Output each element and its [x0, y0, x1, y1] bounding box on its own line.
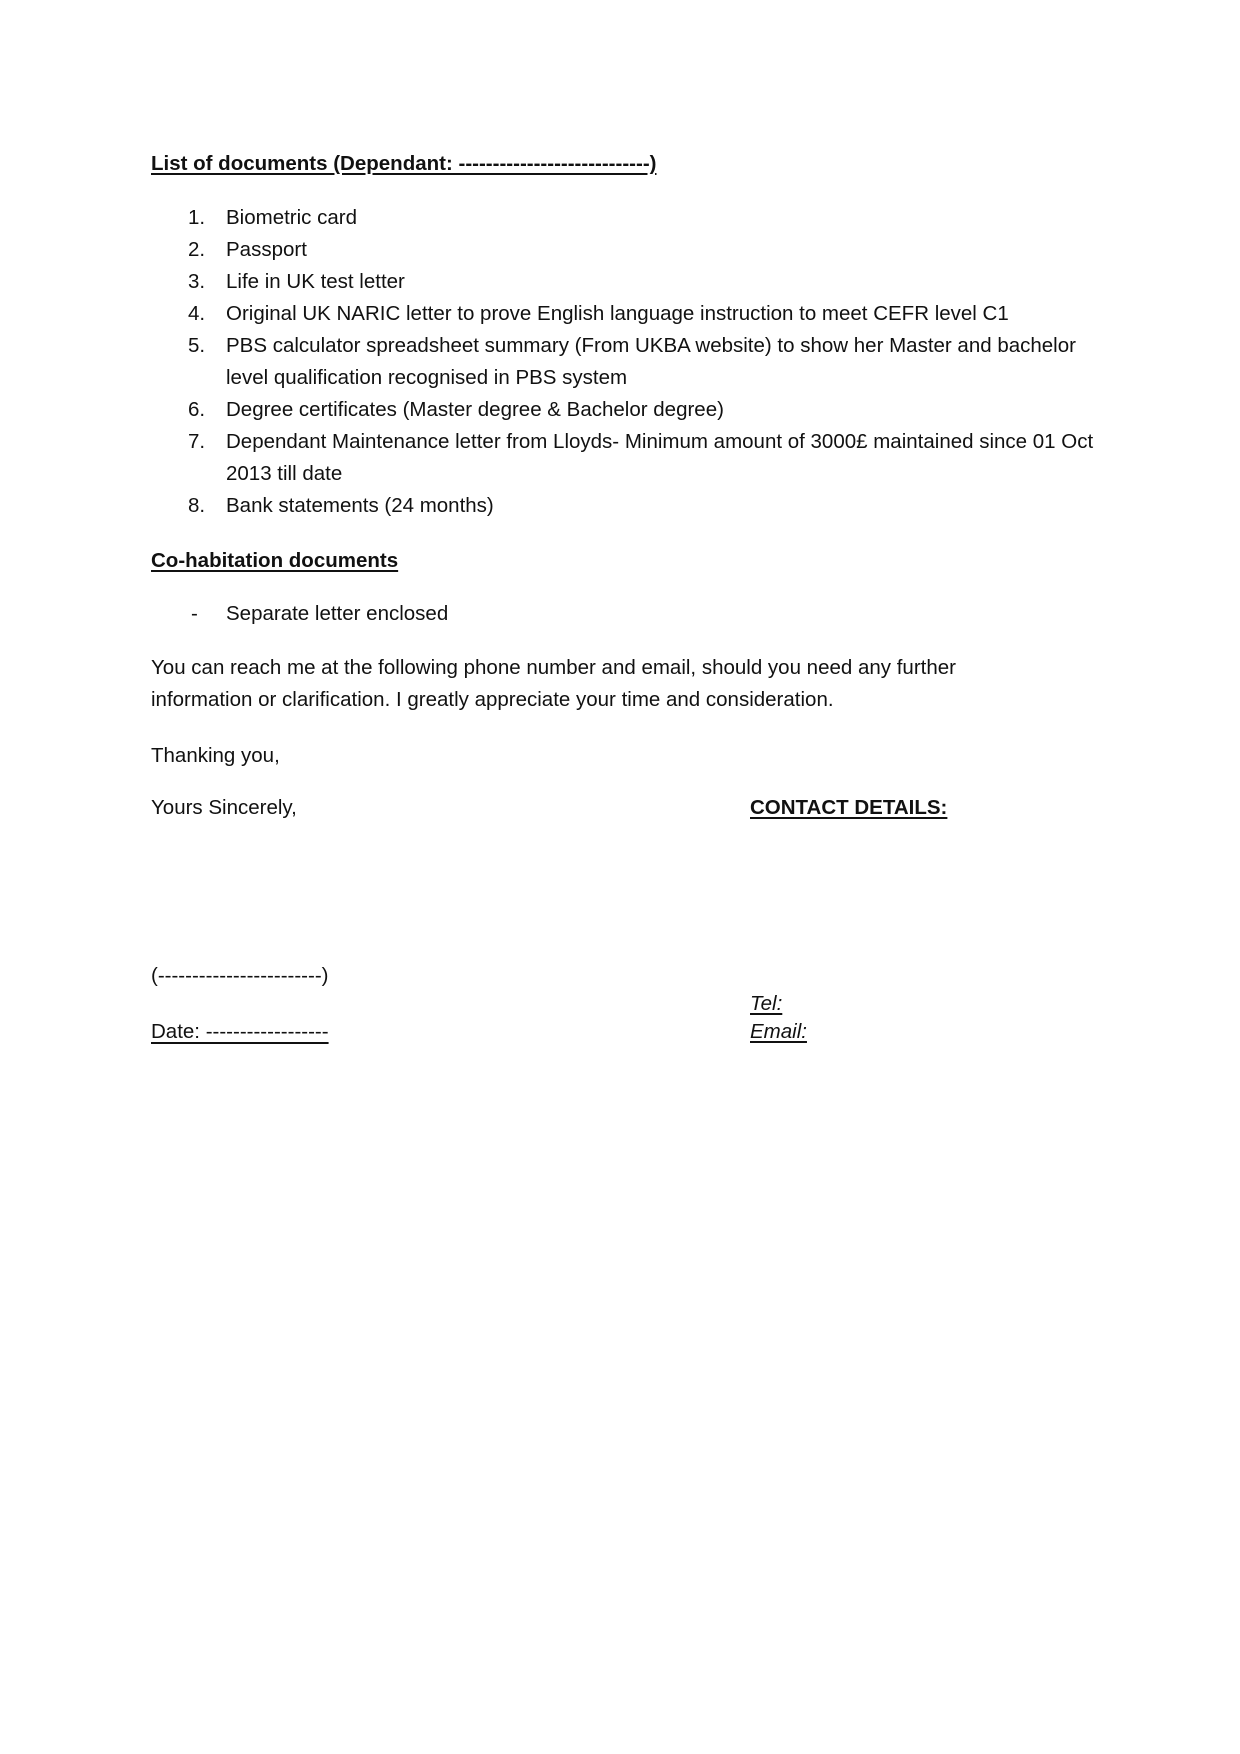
list-item — [151, 426, 1111, 490]
list-item — [151, 330, 1111, 394]
list-item-number: 3. — [188, 270, 206, 293]
documents-heading: List of documents (Dependant: ----------------------------) — [151, 152, 657, 175]
list-item-label: Biometric card — [226, 206, 358, 229]
list-item — [151, 234, 1111, 266]
list-item-number: 4. — [188, 302, 206, 325]
list-item-label: Original UK NARIC letter to prove English language instruction to meet CEFR level C1 — [226, 302, 1009, 325]
list-item-label: Life in UK test letter — [226, 270, 405, 293]
cohabitation-item-label: Separate letter enclosed — [226, 602, 449, 625]
closing-paragraph: You can reach me at the following phone number and email, should you need any further information or clarification. I greatly appreciate your time and consideration. — [151, 656, 956, 711]
cohabitation-heading: Co-habitation documents — [151, 549, 399, 572]
list-item-number: 8. — [188, 494, 206, 517]
bullet-dash: - — [191, 602, 198, 625]
tel-label: Tel: — [750, 992, 783, 1015]
list-item-number: 7. — [188, 430, 206, 453]
list-item-label: Degree certificates (Master degree & Bachelor degree) — [226, 398, 724, 421]
sign-off: Yours Sincerely, — [151, 796, 297, 819]
list-item — [151, 490, 1111, 522]
contact-heading: CONTACT DETAILS: — [750, 796, 948, 819]
list-item — [151, 394, 1111, 426]
thanks-line: Thanking you, — [151, 744, 280, 767]
cohabitation-list-item — [151, 598, 448, 630]
list-item-label: Bank statements (24 months) — [226, 494, 494, 517]
list-item-label: Passport — [226, 238, 307, 261]
list-item — [151, 266, 1111, 298]
list-item — [151, 298, 1111, 330]
documents-list — [151, 202, 1111, 522]
list-item-label: Dependant Maintenance letter from Lloyds- Minimum amount of 3000£ maintained since 01 Oct 2013 till date — [226, 430, 1094, 485]
name-placeholder: (------------------------) — [151, 964, 329, 987]
list-item-number: 5. — [188, 334, 206, 357]
list-item-number: 1. — [188, 206, 206, 229]
email-label: Email: — [750, 1020, 807, 1043]
list-item-number: 6. — [188, 398, 206, 421]
list-item-number: 2. — [188, 238, 206, 261]
list-item-label: PBS calculator spreadsheet summary (From UKBA website) to show her Master and bachelor level qualification recognised in PBS system — [226, 334, 1076, 389]
date-line: Date: ------------------ — [151, 1020, 329, 1043]
list-item — [151, 202, 1111, 234]
